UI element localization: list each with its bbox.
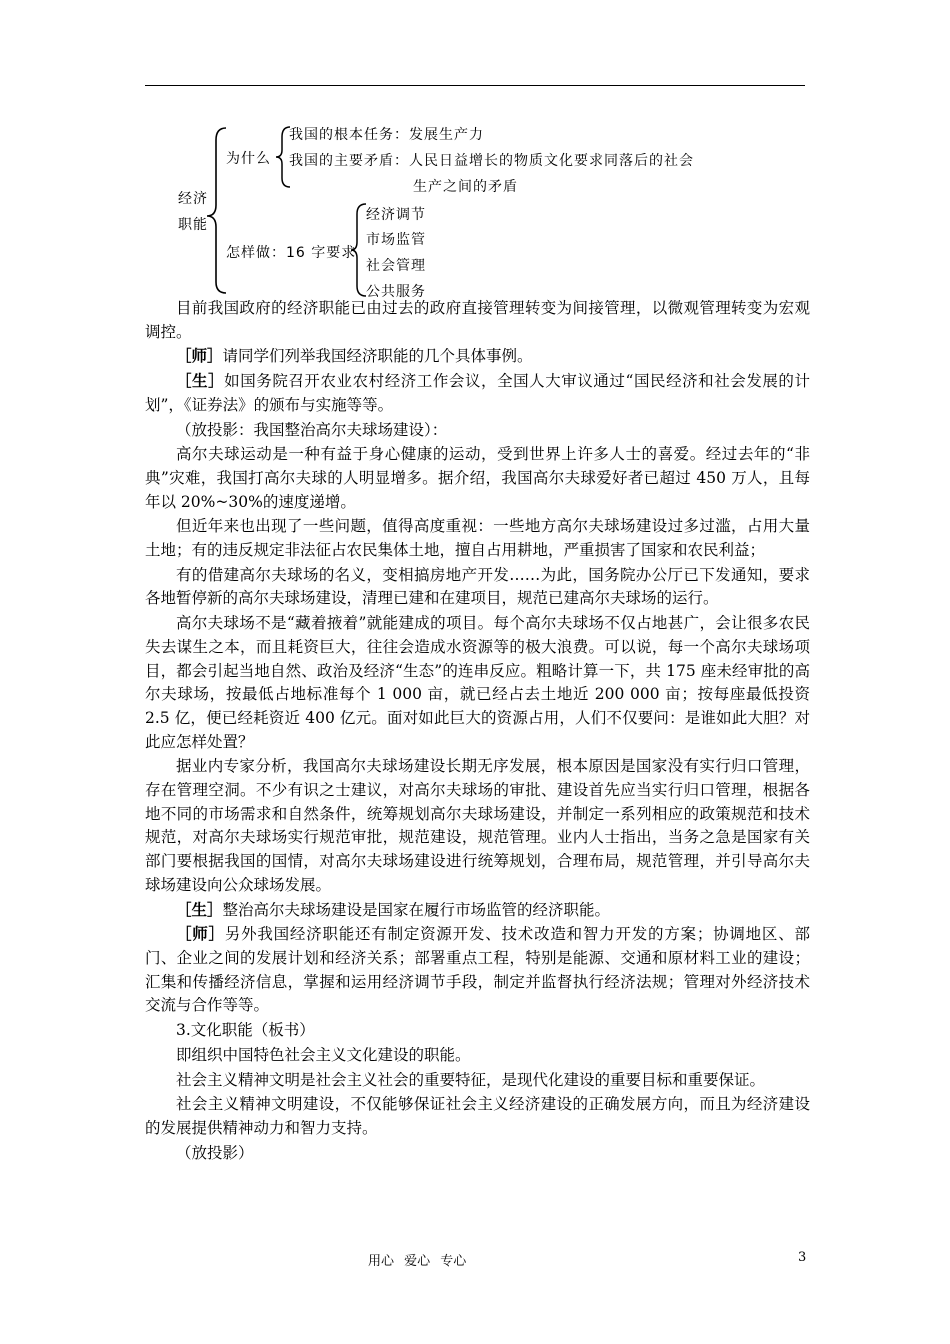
paragraph: 据业内专家分析，我国高尔夫球场建设长期无序发展，根本原因是国家没有实行归口管理，存在管理空洞。不少有识之士建议，对高尔夫球场的审批、建设首先应当实行归口管理，根据各地不同的市场需求和自然条件，统筹规划高尔夫球场建设，并制定一系列相应的政策规范和技术规范，对高尔夫球场实行规范审批，规范建设，规范管理。业内人士指出，当务之急是国家有关部门要根据我国的国情，对高尔夫球场建设进行统筹规划，合理布局，规范管理，并引导高尔夫球场建设向公众球场发展。 <box>145 757 810 894</box>
diagram-how-label: 怎样做：16 字要求 <box>226 245 357 261</box>
paragraph: 社会主义精神文明建设，不仅能够保证社会主义经济建设的正确发展方向，而且为经济建设的发展提供精神动力和智力支持。 <box>145 1095 810 1137</box>
page-number: 3 <box>798 1250 807 1265</box>
paragraph: 有的借建高尔夫球场的名义，变相搞房地产开发……为此，国务院办公厅已下发通知，要求各地暂停新的高尔夫球场建设，清理已建和在建项目，规范已建高尔夫球场的运行。 <box>145 565 810 608</box>
section-heading: 3.文化职能（板书） <box>176 1021 315 1040</box>
diagram-root-label-1: 经济 <box>178 191 208 207</box>
body-text <box>145 296 810 1165</box>
footer-motto: 用心 爱心 专心 <box>368 1254 467 1269</box>
paragraph: ［生］如国务院召开农业农村经济工作会议，全国人大审议通过“国民经济和社会发展的计划”，《证券法》的颁布与实施等等。 <box>145 371 810 414</box>
diagram-how-item: 市场监管 <box>366 232 426 248</box>
speaker-tag: ［生］ <box>176 899 223 919</box>
speaker-tag: ［师］ <box>176 346 223 366</box>
paragraph: （放投影：我国整治高尔夫球场建设）： <box>176 420 448 439</box>
paragraph: （放投影） <box>176 1143 254 1162</box>
diagram-why-item-2-cont: 生产之间的矛盾 <box>413 179 518 195</box>
paragraph: 社会主义精神文明是社会主义社会的重要特征，是现代化建设的重要目标和重要保证。 <box>176 1070 766 1089</box>
paragraph: ［师］另外我国经济职能还有制定资源开发、技术改造和智力开发的方案；协调地区、部门、企业之间的发展计划和经济关系；部署重点工程，特别是能源、交通和原材料工业的建设；汇集和传播经济信息，掌握和运用经济调节手段，制定并监督执行经济法规；管理对外经济技术交流与合作等等。 <box>145 924 810 1015</box>
paragraph: 目前我国政府的经济职能已由过去的政府直接管理转变为间接管理，以微观管理转变为宏观调控。 <box>145 299 810 341</box>
paragraph: 高尔夫球运动是一种有益于身心健康的运动，受到世界上许多人士的喜爱。经过去年的“非典”灾难，我国打高尔夫球的人明显增多。据介绍，我国高尔夫球爱好者已超过 450 万人，且每年以 20%~30%的速度递增。 <box>145 445 810 511</box>
diagram-how-item: 社会管理 <box>366 258 426 274</box>
diagram-why-label: 为什么 <box>226 151 271 167</box>
diagram-how-item: 经济调节 <box>366 207 426 223</box>
diagram-why-item-2: 我国的主要矛盾：人民日益增长的物质文化要求同落后的社会 <box>289 153 694 169</box>
diagram-how-item: 公共服务 <box>366 284 426 300</box>
diagram-root-label-2: 职能 <box>178 217 208 233</box>
paragraph: ［生］整治高尔夫球场建设是国家在履行市场监管的经济职能。 <box>176 899 611 919</box>
paragraph: 但近年来也出现了一些问题，值得高度重视：一些地方高尔夫球场建设过多过滥，占用大量土地；有的违反规定非法征占农民集体土地，擅自占用耕地，严重损害了国家和农民利益； <box>145 517 810 560</box>
diagram-why-item-1: 我国的根本任务：发展生产力 <box>289 127 484 143</box>
speaker-tag: ［师］ <box>176 924 225 944</box>
speaker-tag: ［生］ <box>176 371 225 391</box>
paragraph: 即组织中国特色社会主义文化建设的职能。 <box>176 1045 471 1064</box>
economic-function-diagram <box>0 0 950 300</box>
paragraph: 高尔夫球场不是“藏着掖着”就能建成的项目。每个高尔夫球场不仅占地甚广，会让很多农民失去谋生之本，而且耗资巨大，往往会造成水资源等的极大浪费。可以说，每一个高尔夫球场项目，都会引起当地自然、政治及经济“生态”的连串反应。粗略计算一下，共 175 座未经审批的高尔夫球场，按最低占地标准每个 1 000 亩，就已经占去土地近 200 000 亩；按每座最低投资 2.5 亿，便已经耗资近 400 亿元。面对如此巨大的资源占用，人们不仅要问：是谁如此大胆？对此应怎样处置？ <box>145 614 810 751</box>
paragraph: ［师］请同学们列举我国经济职能的几个具体事例。 <box>176 346 533 366</box>
